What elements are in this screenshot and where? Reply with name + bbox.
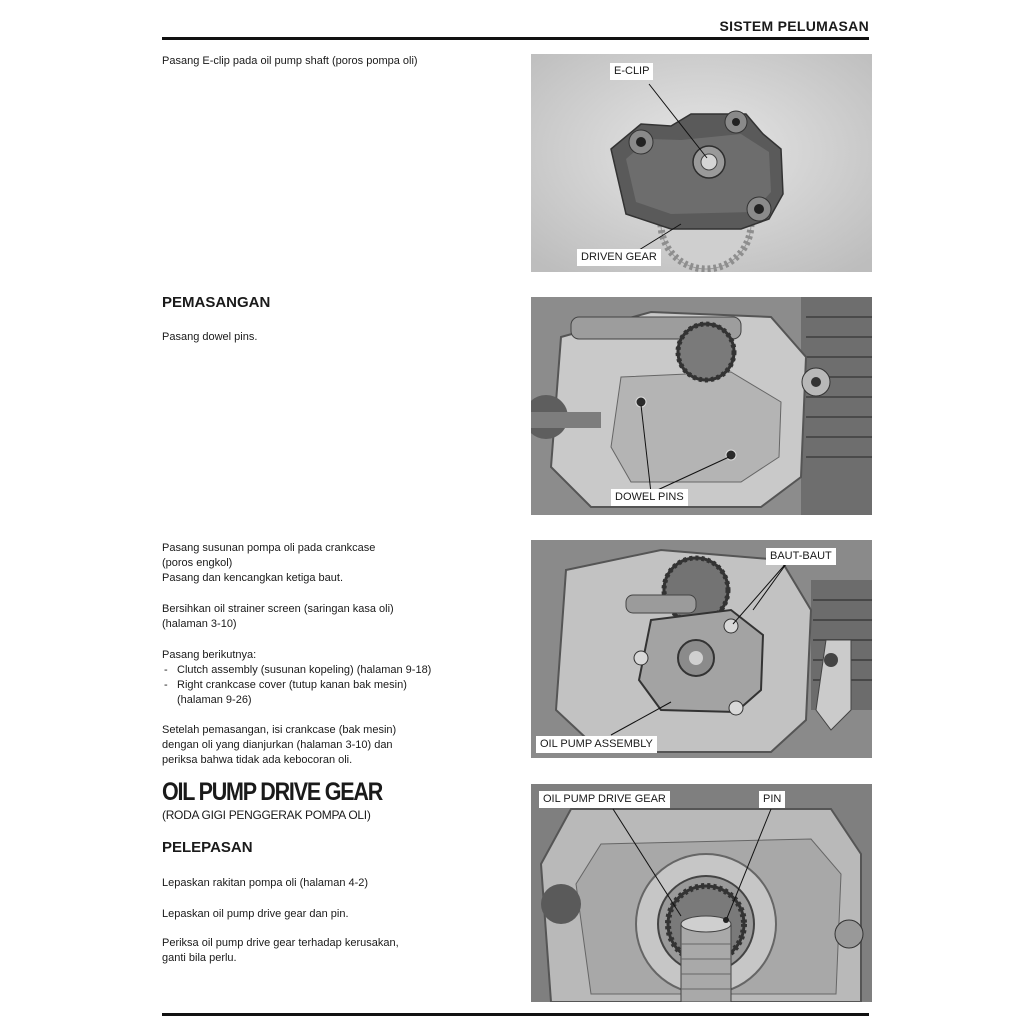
following-list xyxy=(162,663,431,693)
photo-oil-pump-assembly xyxy=(531,540,872,758)
removal-heading: PELEPASAN xyxy=(162,839,253,856)
inspect-line-2: ganti bila perlu. xyxy=(162,952,237,964)
remove-gear-text: Lepaskan oil pump drive gear dan pin. xyxy=(162,908,349,920)
photo-drive-gear-pin xyxy=(531,784,872,1002)
label-eclip: E-CLIP xyxy=(610,63,653,80)
dowel-pins-text: Pasang dowel pins. xyxy=(162,331,258,343)
strainer-line-2: (halaman 3-10) xyxy=(162,618,237,630)
inspect-gear-text xyxy=(162,936,399,966)
pump-assembly-illustration xyxy=(531,540,872,758)
footer-divider xyxy=(162,1013,869,1016)
label-oil-pump-assembly: OIL PUMP ASSEMBLY xyxy=(536,736,657,753)
remove-pump-text: Lepaskan rakitan pompa oli (halaman 4-2) xyxy=(162,877,369,889)
drive-gear-illustration xyxy=(531,784,872,1002)
strainer-line-1: Bersihkan oil strainer screen (saringan kasa oli) xyxy=(162,603,394,615)
oil-pump-illustration xyxy=(531,54,872,272)
list-item: - Right crankcase cover (tutup kanan bak mesin) xyxy=(162,678,431,693)
step-eclip-text: Pasang E-clip pada oil pump shaft (poros pompa oli) xyxy=(162,55,418,67)
install-pump-assembly-text xyxy=(162,541,375,586)
list-item: - Clutch assembly (susunan kopeling) (halaman 9-18) xyxy=(162,663,431,678)
label-dowel-pins: DOWEL PINS xyxy=(611,489,688,506)
label-bolts: BAUT-BAUT xyxy=(766,548,836,565)
inspect-line-1: Periksa oil pump drive gear terhadap kerusakan, xyxy=(162,937,399,949)
label-driven-gear: DRIVEN GEAR xyxy=(577,249,661,266)
label-oil-pump-drive-gear: OIL PUMP DRIVE GEAR xyxy=(539,791,670,808)
strainer-text xyxy=(162,602,394,632)
label-pin: PIN xyxy=(759,791,785,808)
after-line-1: Setelah pemasangan, isi crankcase (bak mesin) xyxy=(162,724,397,736)
drive-gear-title: OIL PUMP DRIVE GEAR xyxy=(162,778,383,806)
list-item-continuation: (halaman 9-26) xyxy=(177,694,252,706)
crankcase-dowel-illustration xyxy=(531,297,872,515)
following-heading: Pasang berikutnya: xyxy=(162,649,257,661)
header-divider xyxy=(162,37,869,40)
page-header-title: SISTEM PELUMASAN xyxy=(719,18,869,34)
installation-heading: PEMASANGAN xyxy=(162,294,271,311)
assembly-line-3: Pasang dan kencangkan ketiga baut. xyxy=(162,572,344,584)
following-install-block xyxy=(162,648,431,708)
after-line-2: dengan oli yang dianjurkan (halaman 3-10) dan xyxy=(162,739,393,751)
after-install-text xyxy=(162,723,396,768)
assembly-line-2: (poros engkol) xyxy=(162,557,233,569)
drive-gear-subtitle: (RODA GIGI PENGGERAK POMPA OLI) xyxy=(162,808,371,822)
photo-oil-pump-eclip xyxy=(531,54,872,272)
assembly-line-1: Pasang susunan pompa oli pada crankcase xyxy=(162,542,376,554)
after-line-3: periksa bahwa tidak ada kebocoran oli. xyxy=(162,754,353,766)
photo-dowel-pins xyxy=(531,297,872,515)
